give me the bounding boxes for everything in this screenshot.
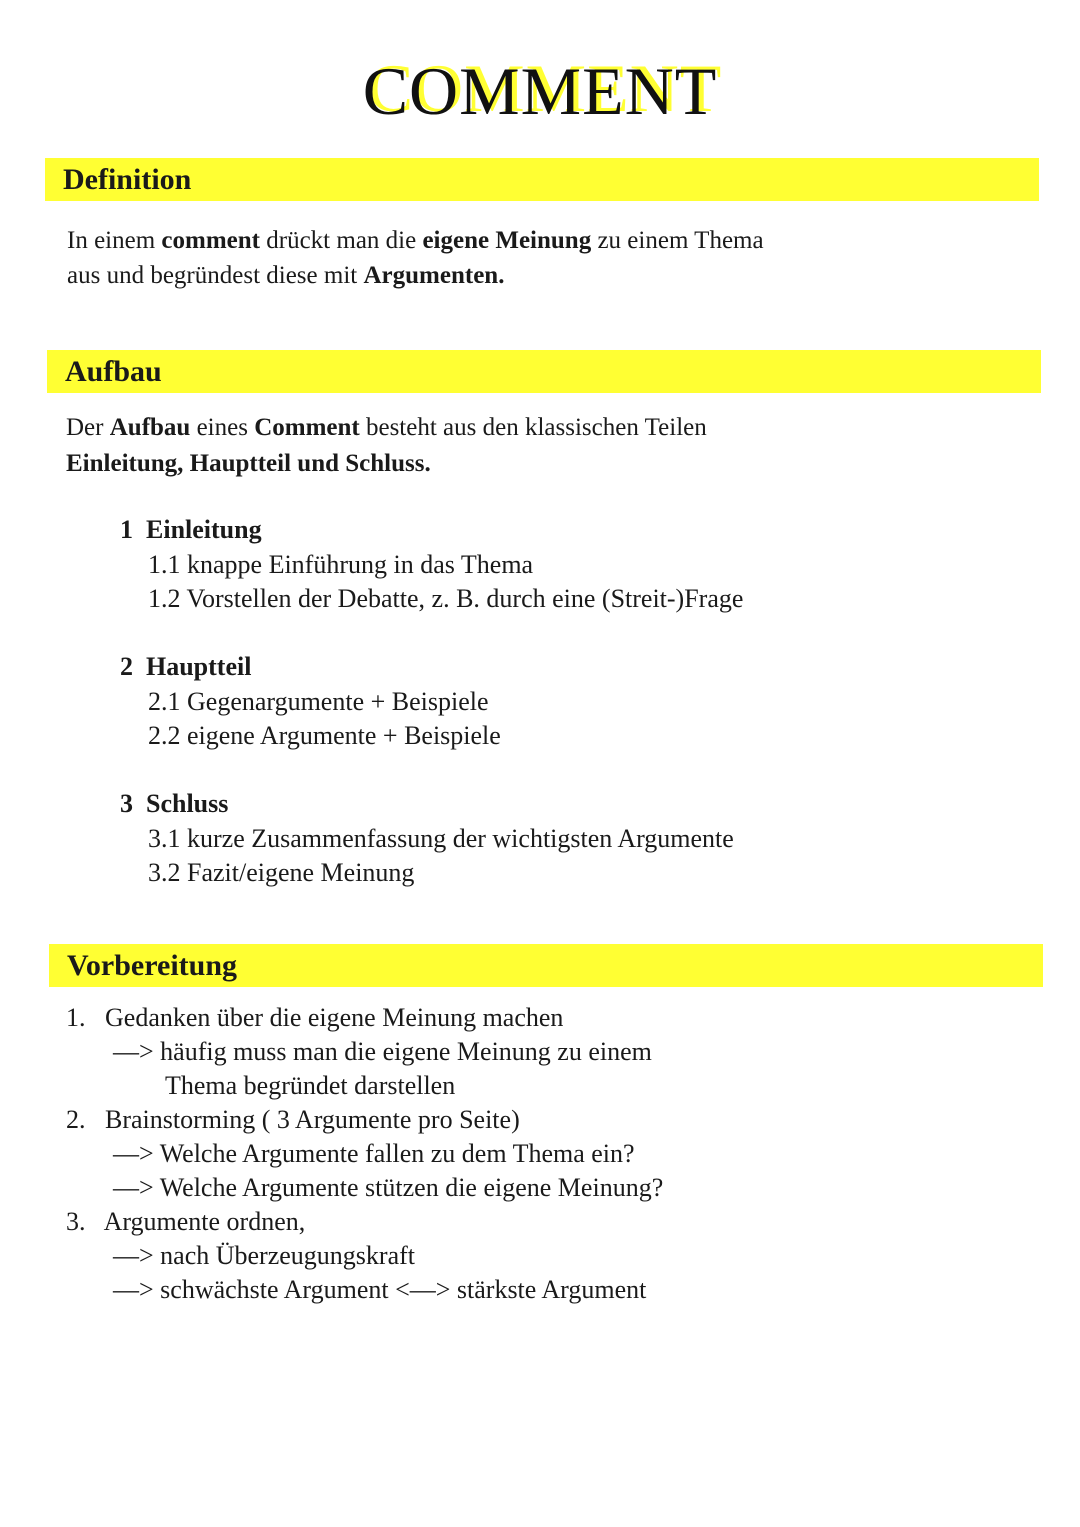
aufbau-heading: Aufbau	[65, 355, 162, 388]
section-schluss-title: 3 Schluss	[120, 789, 229, 818]
section-item: 3.1 kurze Zusammenfassung der wichtigsten Argumente	[148, 824, 734, 853]
list-item: —> nach Überzeugungskraft	[113, 1241, 415, 1270]
section-item: 2.1 Gegenargumente + Beispiele	[148, 687, 489, 716]
definition-line-2: aus und begründest diese mit Argumenten.	[67, 262, 505, 289]
list-item: 1. Gedanken über die eigene Meinung machen	[66, 1003, 564, 1032]
section-item: 3.2 Fazit/eigene Meinung	[148, 858, 415, 887]
section-item: 1.2 Vorstellen der Debatte, z. B. durch eine (Streit-)Frage	[148, 584, 744, 613]
aufbau-heading-bar	[47, 350, 1041, 393]
section-item: 1.1 knappe Einführung in das Thema	[148, 550, 534, 579]
list-item: Thema begründet darstellen	[165, 1071, 456, 1100]
list-item: 3. Argumente ordnen,	[66, 1207, 306, 1236]
aufbau-intro-line-2: Einleitung, Hauptteil und Schluss.	[66, 450, 431, 477]
definition-line-1: In einem comment drückt man die eigene Meinung zu einem Thema	[67, 227, 764, 254]
aufbau-intro-line-1: Der Aufbau eines Comment besteht aus den klassischen Teilen	[66, 414, 707, 441]
definition-heading: Definition	[63, 163, 192, 196]
list-item: —> häufig muss man die eigene Meinung zu einem	[113, 1037, 652, 1066]
section-hauptteil-title: 2 Hauptteil	[120, 652, 252, 681]
list-item: 2. Brainstorming ( 3 Argumente pro Seite)	[66, 1105, 520, 1134]
list-item: —> Welche Argumente fallen zu dem Thema ein?	[113, 1139, 635, 1168]
page-title: COMMENT	[362, 53, 718, 129]
section-einleitung-title: 1 Einleitung	[120, 515, 262, 544]
list-item: —> Welche Argumente stützen die eigene Meinung?	[113, 1173, 664, 1202]
vorbereitung-heading: Vorbereitung	[67, 949, 238, 982]
list-item: —> schwächste Argument <—> stärkste Argument	[113, 1275, 647, 1304]
vorbereitung-heading-bar	[49, 944, 1043, 987]
definition-heading-bar	[45, 158, 1039, 201]
section-item: 2.2 eigene Argumente + Beispiele	[148, 721, 501, 750]
